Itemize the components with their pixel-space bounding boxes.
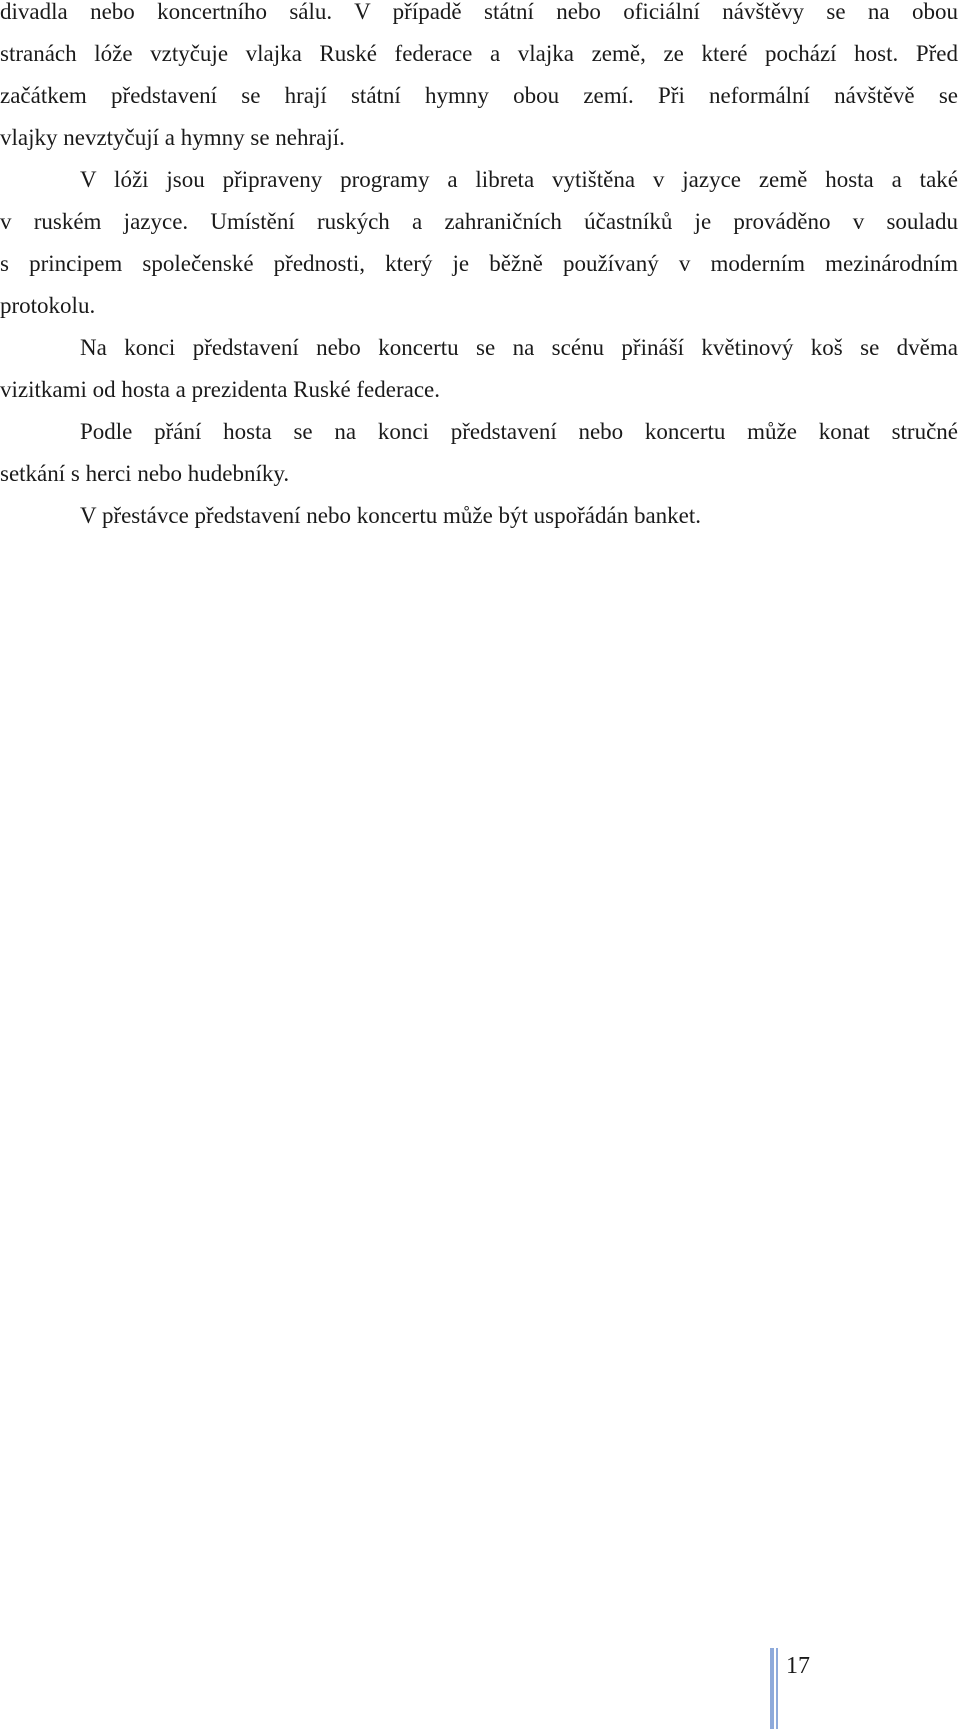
paragraph-first-line: V lóži jsou připraveny programy a libreta vytištěna v jazyce země hosta a také (80, 167, 958, 192)
text-line: začátkem představení se hrají státní hymny obou zemí. Při neformální návštěvě se (0, 83, 958, 108)
page-number: 17 (786, 1653, 810, 1679)
text-line: setkání s herci nebo hudebníky. (0, 461, 290, 486)
text-line: s principem společenské přednosti, který je běžně používaný v moderním mezinárodním (0, 251, 958, 276)
paragraph-first-line: Na konci představení nebo koncertu se na scénu přináší květinový koš se dvěma (80, 335, 958, 360)
text-line: stranách lóže vztyčuje vlajka Ruské federace a vlajka země, ze které pochází host. Před (0, 41, 958, 66)
text-line: vlajky nevztyčují a hymny se nehrají. (0, 125, 345, 150)
text-line: divadla nebo koncertního sálu. V případě státní nebo oficiální návštěvy se na obou (0, 0, 958, 24)
paragraph-first-line: Podle přání hosta se na konci představení nebo koncertu může konat stručné (80, 419, 958, 444)
paragraph-first-line: V přestávce představení nebo koncertu může být uspořádán banket. (80, 503, 701, 528)
footer-rule (776, 1648, 778, 1729)
text-line: vizitkami od hosta a prezidenta Ruské federace. (0, 377, 441, 402)
footer-rule (770, 1648, 774, 1729)
page-footer (768, 1648, 888, 1729)
text-line: protokolu. (0, 293, 96, 318)
text-line: v ruském jazyce. Umístění ruských a zahraničních účastníků je prováděno v souladu (0, 209, 958, 234)
